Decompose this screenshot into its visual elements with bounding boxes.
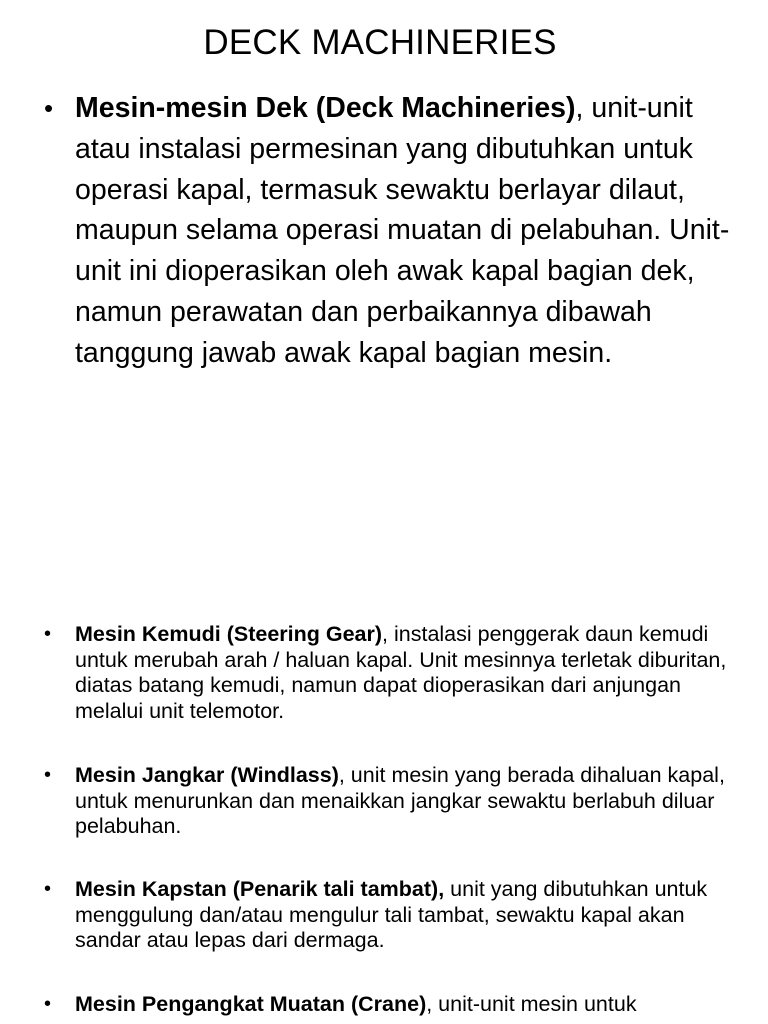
bullet-icon: • — [44, 623, 52, 645]
list-item-windlass — [44, 763, 734, 840]
list-item-steering-gear — [44, 622, 734, 724]
list-item-capstan — [44, 877, 734, 954]
item-term: Mesin Jangkar (Windlass) — [75, 763, 339, 787]
bullet-icon: • — [44, 993, 52, 1015]
item-description: unit yang dibutuhkan untuk menggulung dan/atau mengulur tali tambat, sewaktu kapal akan sandar atau lepas dari dermaga. — [75, 877, 708, 952]
page-title: DECK MACHINERIES — [203, 23, 557, 63]
item-description: , instalasi penggerak daun kemudi untuk merubah arah / haluan kapal. Unit mesinnya terletak diburitan, diatas batang kemudi, namun dapat dioperasikan dari anjungan melalui unit telemotor. — [75, 622, 727, 723]
list-item-text — [75, 992, 734, 1018]
intro-bullet-item — [44, 88, 734, 374]
list-item-text — [75, 763, 734, 840]
intro-description: , unit-unit atau instalasi permesinan yang dibutuhkan untuk operasi kapal, termasuk sewaktu berlayar dilaut, maupun selama operasi muatan di pelabuhan. Unit-unit ini dioperasikan oleh awak kapal bagian dek, namun perawatan dan perbaikannya dibawah tanggung jawab awak kapal bagian mesin. — [75, 92, 730, 369]
item-term: Mesin Kemudi (Steering Gear) — [75, 622, 383, 646]
list-item-text — [75, 877, 734, 954]
bullet-icon: • — [44, 93, 54, 123]
list-item-text — [75, 622, 734, 724]
intro-paragraph — [75, 88, 734, 374]
bullet-icon: • — [44, 878, 52, 900]
intro-term: Mesin-mesin Dek (Deck Machineries) — [75, 92, 576, 124]
item-term: Mesin Kapstan (Penarik tali tambat), — [75, 877, 445, 901]
item-description: , unit-unit mesin untuk — [426, 992, 637, 1016]
bullet-icon: • — [44, 764, 52, 786]
list-item-crane — [44, 992, 734, 1018]
item-term: Mesin Pengangkat Muatan (Crane) — [75, 992, 427, 1016]
item-description: , unit mesin yang berada dihaluan kapal, untuk menurunkan dan menaikkan jangkar sewaktu berlabuh diluar pelabuhan. — [75, 763, 725, 838]
